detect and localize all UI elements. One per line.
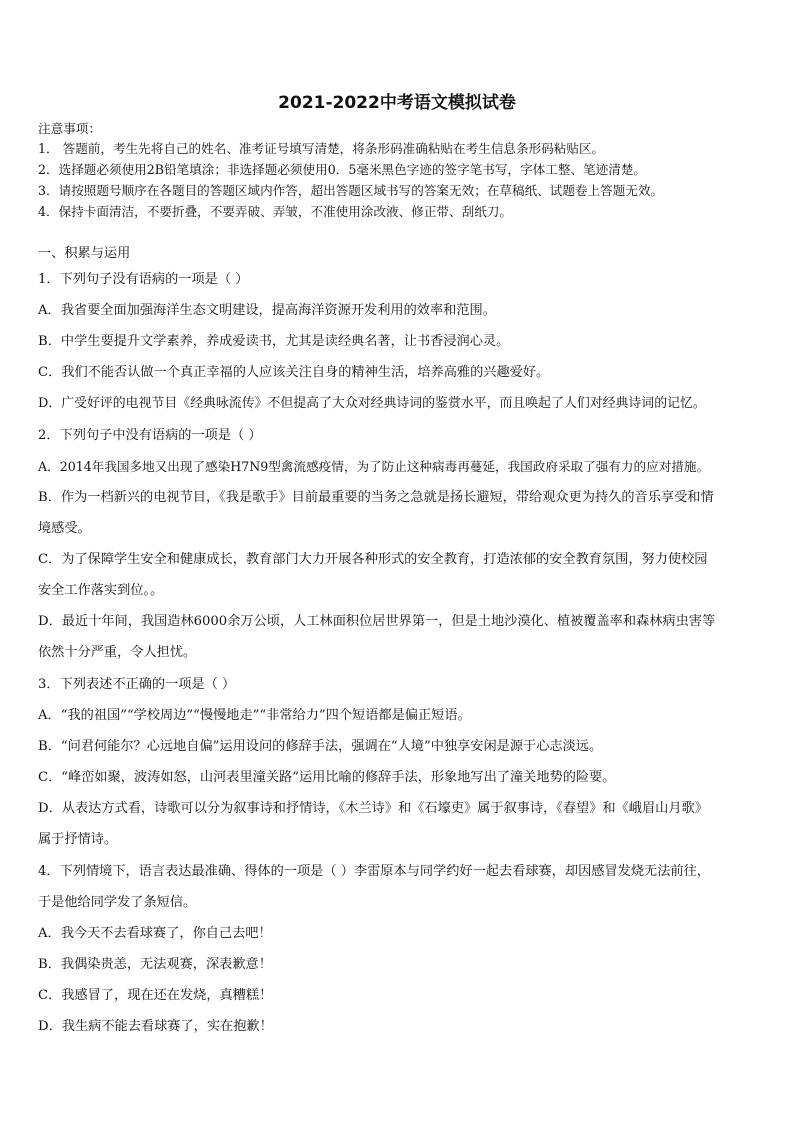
q3-option-b: B．“问君何能尔？心远地自偏”运用设问的修辞手法，强调在“人境”中独享安闲是源于心志淡远。 [38, 739, 603, 754]
q2-option-c-cont: 安全工作落实到位。。 [38, 583, 164, 598]
q1-option-b: B．中学生要提升文学素养，养成爱读书，尤其是读经典名著，让书香浸润心灵。 [38, 334, 510, 349]
q2-option-c: C．为了保障学生安全和健康成长，教育部门大力开展各种形式的安全教育，打造浓郁的安全教育氛围，努力使校园 [38, 552, 708, 567]
q1-option-c: C．我们不能否认做一个真正幸福的人应该关注自身的精神生活，培养高雅的兴趣爱好。 [38, 365, 550, 380]
q2-option-b: B．作为一档新兴的电视节目，《我是歌手》目前最重要的当务之急就是扬长避短，带给观众更为持久的音乐享受和情 [38, 490, 714, 505]
q1-stem: 1．下列句子没有语病的一项是（ ） [38, 272, 249, 287]
q4-stem: 4．下列情境下，语言表达最准确、得体的一项是（ ）李雷原本与同学约好一起去看球赛，却因感冒发烧无法前往， [38, 864, 710, 879]
q2-option-a: A．2014年我国多地又出现了感染H7N9型禽流感疫情，为了防止这种病毒再蔓延，我国政府采取了强有力的应对措施。 [38, 459, 710, 474]
q3-option-d: D．从表达方式看，诗歌可以分为叙事诗和抒情诗，《木兰诗》和《石壕吏》属于叙事诗，《春望》和《峨眉山月歌》 [38, 801, 708, 816]
notice-heading: 注意事项： [38, 121, 101, 136]
q3-option-c: C．“峰峦如聚，波涛如怒，山河表里潼关路”运用比喻的修辞手法，形象地写出了潼关地势的险要。 [38, 770, 616, 785]
q2-option-d-cont: 依然十分严重，令人担忧。 [38, 645, 197, 660]
q4-option-a: A．我今天不去看球赛了，你自己去吧！ [38, 926, 272, 941]
section-heading: 一、积累与运用 [38, 246, 131, 261]
q3-option-a: A．“我的祖国”“学校周边”“慢慢地走”“非常给力”四个短语都是偏正短语。 [38, 708, 471, 723]
q4-option-c: C．我感冒了，现在还在发烧，真糟糕！ [38, 988, 273, 1003]
q4-option-d: D．我生病不能去看球赛了，实在抱歉！ [38, 1019, 273, 1034]
q4-stem-cont: 于是他给同学发了条短信。 [38, 895, 197, 910]
q1-option-d: D．广受好评的电视节目《经典咏流传》不但提高了大众对经典诗词的鉴赏水平，而且唤起了人们对经典诗词的记忆。 [38, 396, 706, 411]
q1-option-a: A．我省要全面加强海洋生态文明建设，提高海洋资源开发利用的效率和范围。 [38, 303, 496, 318]
notice-item-2: 2．选择题必须使用2B铅笔填涂；非选择题必须使用0．5毫米黑色字迹的签字笔书写，字体工整、笔迹清楚。 [38, 162, 647, 177]
notice-item-3: 3．请按照题号顺序在各题目的答题区域内作答，超出答题区域书写的答案无效；在草稿纸、试题卷上答题无效。 [38, 183, 664, 198]
exam-title: 2021-2022中考语文模拟试卷 [278, 93, 516, 113]
q4-option-b: B．我偶染贵恙，无法观赛，深表歉意！ [38, 957, 272, 972]
notice-item-4: 4．保持卡面清洁，不要折叠，不要弄破、弄皱，不准使用涂改液、修正带、刮纸刀。 [38, 204, 512, 219]
notice-item-1: 1． 答题前，考生先将自己的姓名、准考证号填写清楚，将条形码准确粘贴在考生信息条形码粘贴区。 [38, 141, 605, 156]
q2-stem: 2．下列句子中没有语病的一项是（ ） [38, 428, 262, 443]
q2-option-b-cont: 境感受。 [38, 521, 91, 536]
q2-option-d: D．最近十年间，我国造林6000余万公顷，人工林面积位居世界第一，但是土地沙漠化、植被覆盖率和森林病虫害等 [38, 614, 716, 629]
q3-stem: 3．下列表述不正确的一项是（ ） [38, 677, 236, 692]
q3-option-d-cont: 属于抒情诗。 [38, 832, 118, 847]
